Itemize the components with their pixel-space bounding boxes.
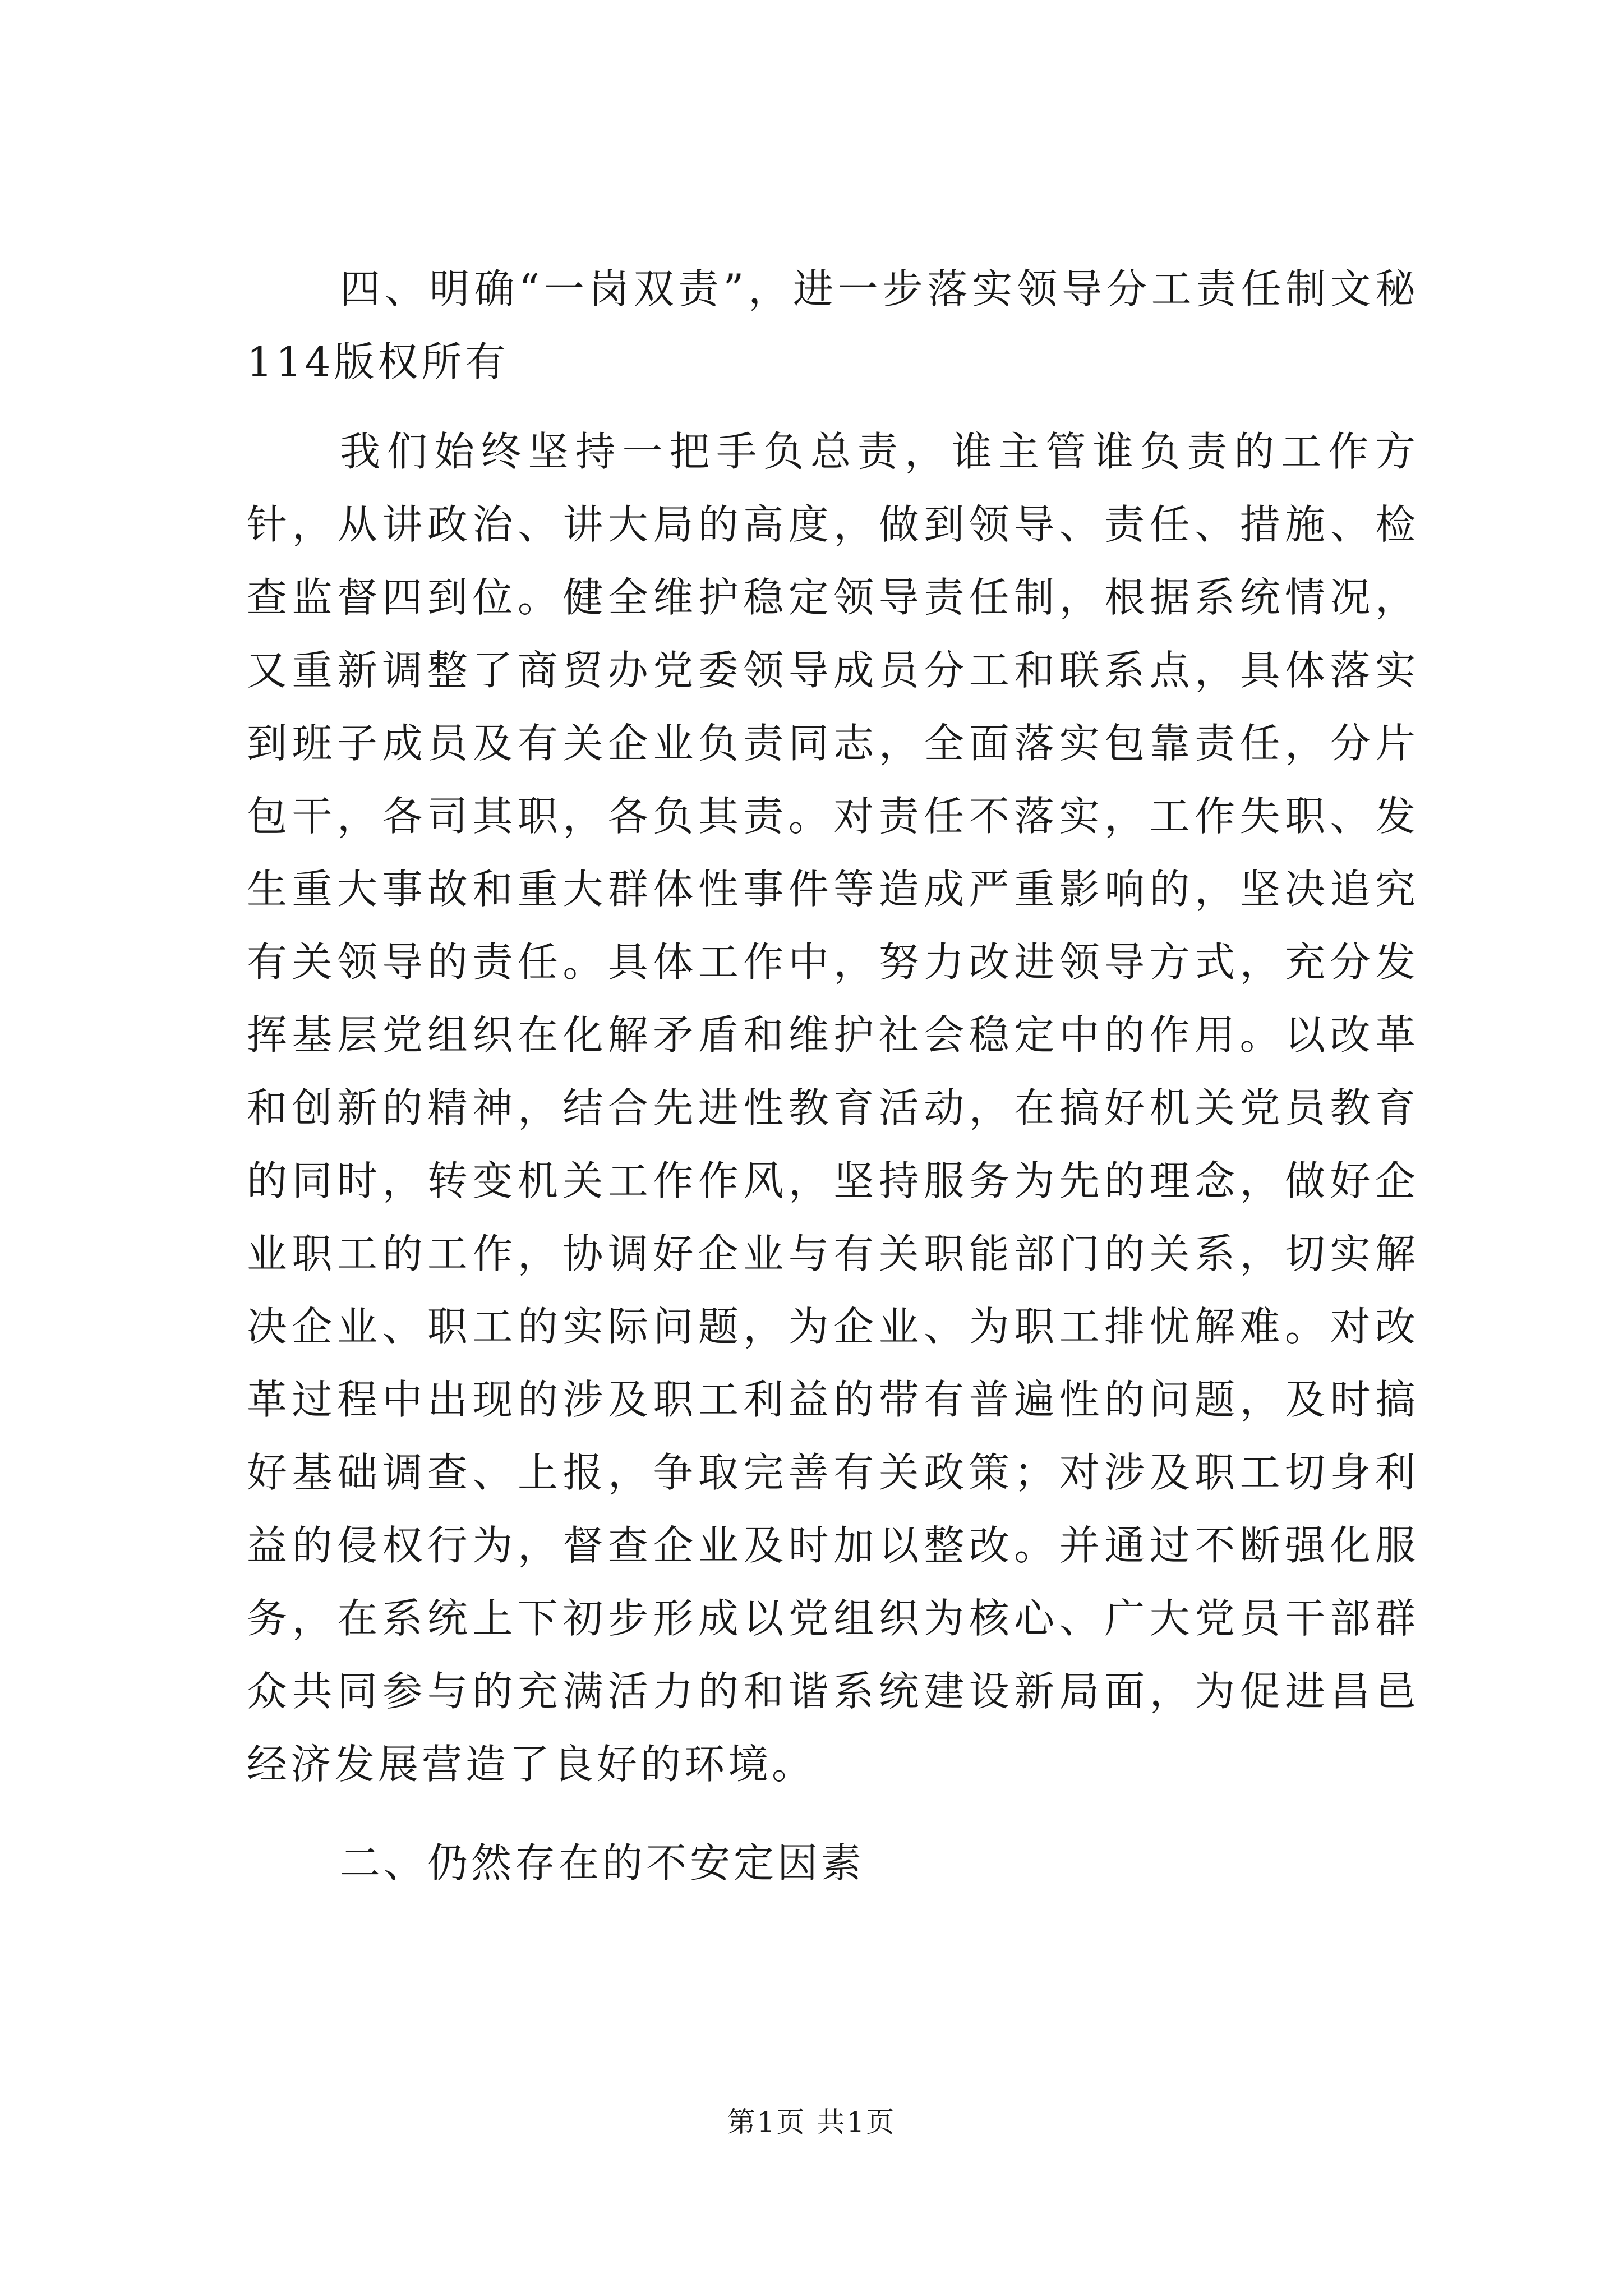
document-body <box>247 252 1419 1916</box>
section-heading-4: 四、明确“一岗双责”，进一步落实领导分工责任制文秘114版权所有 <box>247 265 1419 385</box>
body-paragraph: 我们始终坚持一把手负总责，谁主管谁负责的工作方针，从讲政治、讲大局的高度，做到领导、责任、措施、检查监督四到位。健全维护稳定领导责任制，根据系统情况，又重新调整了商贸办党委领导成员分工和联系点，具体落实到班子成员及有关企业负责同志，全面落实包靠责任，分片包干，各司其职，各负其责。对责任不落实，工作失职、发生重大事故和重大群体性事件等造成严重影响的，坚决追究有关领导的责任。具体工作中，努力改进领导方式，充分发挥基层党组织在化解矛盾和维护社会稳定中的作用。以改革和创新的精神，结合先进性教育活动，在搞好机关党员教育的同时，转变机关工作作风，坚持服务为先的理念，做好企业职工的工作，协调好企业与有关职能部门的关系，切实解决企业、职工的实际问题，为企业、为职工排忧解难。对改革过程中出现的涉及职工利益的带有普遍性的问题，及时搞好基础调查、上报，争取完善有关政策；对涉及职工切身利益的侵权行为，督查企业及时加以整改。并通过不断强化服务，在系统上下初步形成以党组织为核心、广大党员干部群众共同参与的充满活力的和谐系统建设新局面，为促进昌邑经济发展营造了良好的环境。 <box>247 428 1419 1788</box>
section-heading-2: 二、仍然存在的不安定因素 <box>340 1839 865 1887</box>
page-footer: 第1页 共1页 <box>727 2106 896 2138</box>
